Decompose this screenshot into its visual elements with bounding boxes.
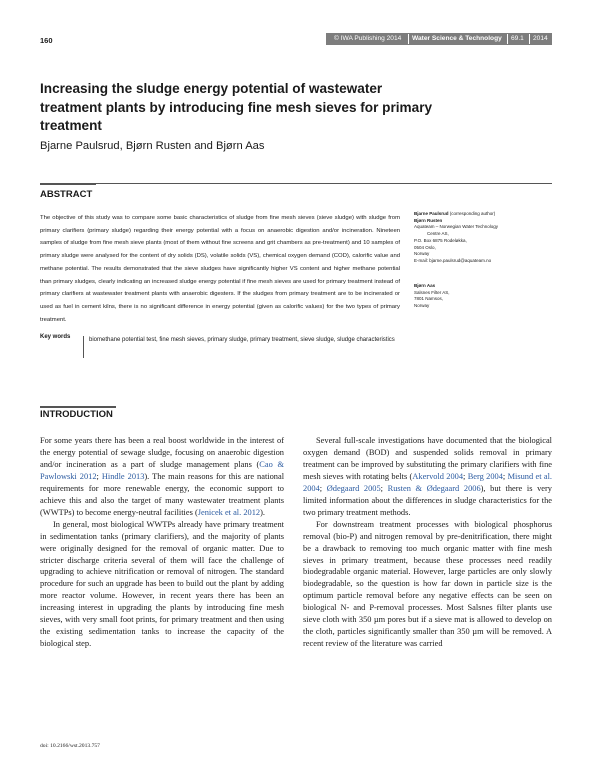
- abstract-heading: ABSTRACT: [40, 189, 93, 200]
- affiliation-line: Salsnes Filter AS,: [414, 289, 450, 295]
- corresponding-note: (corresponding author): [449, 211, 496, 216]
- doi-footer: doi: 10.2166/wst.2013.757: [40, 743, 100, 749]
- header-divider: [529, 34, 530, 44]
- citation-link[interactable]: Hindle 2013: [101, 471, 145, 481]
- intro-paragraph: In general, most biological WWTPs already have primary treatment in sedimentation tanks (primary clarifiers), and the majority of plants were originally designed for the removal of organic matter. Due to stricter discharge criteria several of them will face the challenge of upgrading to achieve nitrification or removal of nitrogen. The standard procedure for such an upgrade has been to build out the plant by adding more reactor volume. However, in recent years there has been an increasing interest in upgrading the plants by introducing fine mesh sieves, with very small foot prints, for primary treatment and then using the existing sedimentation tanks to increase the capacity of the biological step.: [40, 519, 284, 649]
- keywords-divider: [83, 336, 84, 358]
- citation-link[interactable]: Ødegaard 2005: [326, 483, 381, 493]
- intro-left-column: [40, 435, 284, 650]
- author-name: Bjørn Rusten: [414, 217, 443, 223]
- publication-year: 2014: [533, 34, 548, 42]
- author-name: Bjarne Paulsrud: [414, 211, 449, 216]
- citation-link[interactable]: Misund et al. 2004: [303, 471, 553, 493]
- copyright-notice: © IWA Publishing 2014: [334, 34, 402, 42]
- abstract-text: The objective of this study was to compare some basic characteristics of sludge from fine mesh sieves (sieve sludge) with sludge from primary clarifiers (primary sludge) regarding their energy potential with a focus on anaerobic digestion and/or incineration. Nineteen samples of sludge from fine mesh sieve plants (most of them without fine screens and grit chambers as pre-treatment) and 10 samples of primary sludge were analysed for the content of dry solids (DS), volatile solids (VS), chemical oxygen demand (COD), calorific value and methane potential. The results demonstrated that the sieve sludges have significantly higher VS content and higher methane potential than primary sludges, clearly indicating an increased sludge energy potential if fine mesh sieves are used for primary treatment instead of primary clarifiers at wastewater treatment plants with anaerobic digesters. If the sludges from primary treatment are to be incinerated or used as fuel in cement kilns, there is no significant difference in energy potential (given as calorific values) for the two types of primary treatment.: [40, 215, 400, 323]
- citation-link[interactable]: Cao & Pawlowski 2012: [40, 459, 284, 481]
- author-email: E-mail: bjarne.paulsrud@aquateam.no: [414, 257, 492, 263]
- page-number: 160: [40, 36, 53, 45]
- citation-link[interactable]: Akervold 2004: [412, 471, 464, 481]
- affiliation-line: 7801 Namsos,: [414, 296, 444, 302]
- intro-paragraph: Several full-scale investigations have documented that the biological oxygen demand (BOD) and suspended solids removal in primary treatment can be improved by substituting the primary clarifiers with fine mesh sieves with rotating belts (Akervold 2004; Berg 2004; Misund et al. 2004; Ødegaard 2005; Rusten & Ødegaard 2006), but there is very limited information about the differences in sludge characteristics for the two primary treatment methods.: [303, 436, 553, 517]
- affiliation-line: Norway: [414, 251, 430, 257]
- article-title: Increasing the sludge energy potential of wastewater treatment plants by introducing fine mesh sieves for primary treatment: [40, 81, 433, 134]
- introduction-heading-rule: [40, 406, 116, 408]
- header-divider: [507, 34, 508, 44]
- volume-issue: 69.1: [511, 34, 524, 42]
- intro-paragraph: For some years there has been a real boost worldwide in the interest of the energy potential of sewage sludge, focusing on anaerobic digestion and/or incineration as a part of sludge management plans (Cao & Pawlowski 2012; Hindle 2013). The main reasons for this are national requirements for more renewable energy, the economic support to achieve this and also the target of many wastewater treatment plants (WWTPs) to become energy-neutral facilities (Jenicek et al. 2012).: [40, 436, 285, 517]
- intro-right-column: [303, 435, 552, 650]
- author-name: Bjørn Aas: [414, 283, 436, 288]
- affiliation-line: Aquateam – Norwegian Water Technology: [414, 224, 499, 230]
- citation-link[interactable]: Berg 2004: [467, 471, 503, 481]
- affiliation-line: P.O. Box 6875 Rodeløkka,: [414, 237, 467, 243]
- citation-link[interactable]: Jenicek et al. 2012: [197, 507, 261, 517]
- introduction-heading: INTRODUCTION: [40, 409, 113, 420]
- header-divider: [408, 34, 409, 44]
- intro-paragraph: For downstream treatment processes with biological phosphorus removal (bio-P) and nitrogen removal by pre-denitrification, there might be a drawback to removing too much organic matter with fine mesh sieves in primary treatment, because these processes need readily biodegradable organic material. However, large particles are only slowly biodegradable, so the question is how far down in particle size is the optimum particle removal before any negative effects can be seen on biological N- and P-removal processes. Most Salsnes filter plants use sieve cloth with 350 µm pores but if a sieve mat is allowed to develop on the cloth, particles significantly smaller than 350 µm will be removed. A recent review of the literature was carried: [303, 519, 552, 649]
- keywords-label: Key words: [40, 334, 71, 340]
- affiliation-block-2: [414, 283, 450, 310]
- keywords-text: biomethane potential test, fine mesh sieves, primary sludge, primary treatment, sieve sludge, sludge characteristics: [89, 337, 395, 343]
- affiliation-line: 0504 Oslo,: [414, 244, 436, 250]
- affiliation-line: Centre AS,: [427, 231, 449, 237]
- abstract-heading-rule: [40, 183, 96, 185]
- journal-header-bar: [326, 33, 552, 45]
- affiliation-line: Norway: [414, 303, 430, 309]
- affiliation-block-1: [414, 211, 498, 265]
- section-rule: [40, 183, 552, 184]
- article-authors: Bjarne Paulsrud, Bjørn Rusten and Bjørn Aas: [40, 140, 265, 152]
- journal-name: Water Science & Technology: [412, 34, 502, 42]
- citation-link[interactable]: Rusten & Ødegaard 2006: [387, 483, 481, 493]
